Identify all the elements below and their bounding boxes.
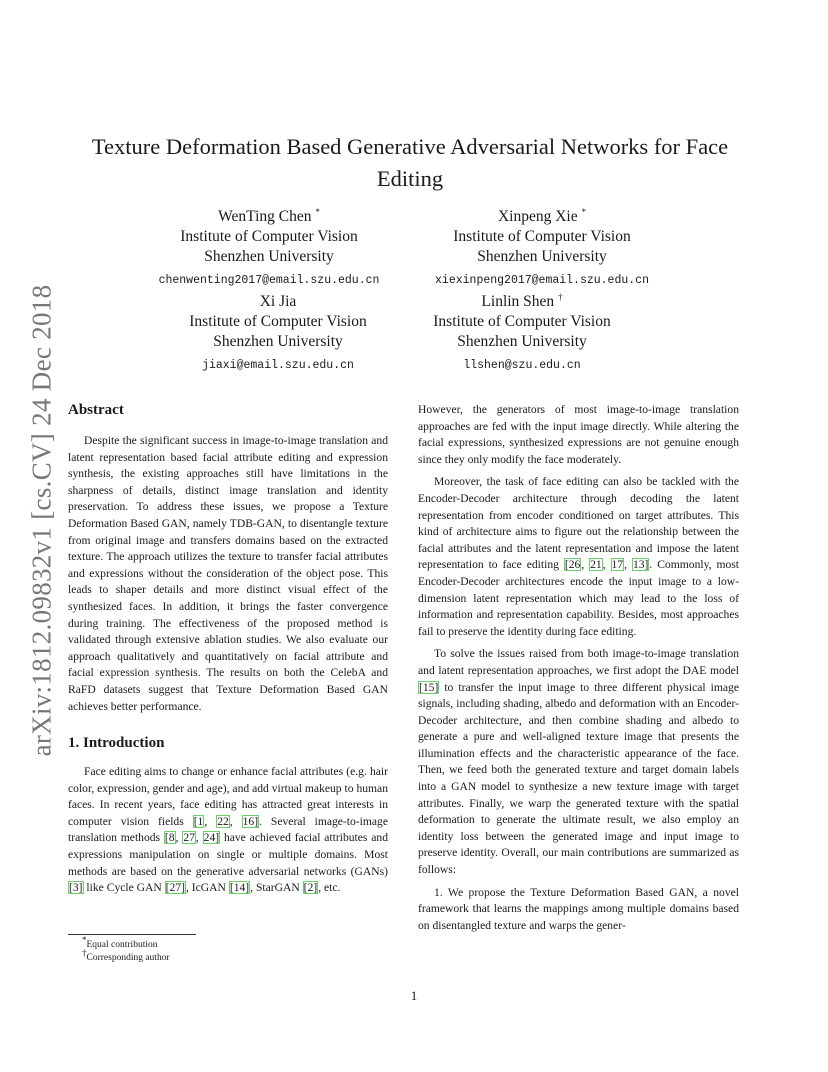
citation-link[interactable]: [26 <box>564 558 581 572</box>
author-name: Xi Jia <box>259 293 297 310</box>
abstract-heading: Abstract <box>68 402 124 418</box>
citation-link[interactable]: [2] <box>303 881 318 895</box>
citation-link[interactable]: [15] <box>419 680 439 694</box>
right-column <box>418 402 739 934</box>
page-number: 1 <box>410 988 418 1003</box>
citation-link[interactable]: [14] <box>229 881 250 895</box>
author-email: llshen@szu.edu.cn <box>463 359 581 372</box>
author-2 <box>402 207 682 291</box>
body-paragraph: However, the generators of most image-to-image translation approaches are fed with the input image directly. While altering the facial expressions, synthesized expressions are not genuine enough since they only modify the face moderately. <box>418 403 739 466</box>
footnote-corresponding-author: †Corresponding author <box>82 947 170 963</box>
abstract-text: Despite the significant success in image-to-image translation and latent representation based facial attribute editing and expression synthesis, the existing approaches still have limitations in the sharpness of details, distinct image translation and identity preservation. To address these issues, we propose a Texture Deformation Based GAN, namely TDB-GAN, to disentangle texture from original image and transfers domains based on the extracted texture. The approach utilizes the texture to transfer facial attributes and expressions without the consideration of the object pose. This leads to shaper details and more distinct visual effect of the synthesized faces. In addition, it brings the faster convergence during training. The effectiveness of the proposed method is validated through extensive ablation studies. We also evaluate our approach qualitatively and quantitatively on facial attribute and facial expression synthesis. The results on both the CelebA and RaFD datasets suggest that Texture Deformation Based GAN achieves better performance. <box>68 434 388 713</box>
author-3 <box>138 292 418 376</box>
citation-link[interactable]: [27] <box>165 881 185 895</box>
author-affiliation: Institute of Computer Vision <box>453 228 631 245</box>
body-paragraph: Moreover, the task of face editing can also be tackled with the Encoder-Decoder architecture through decoding the latent representation from encoder conditioned on target attributes. This kind of architecture aims to figure out the relationship between the facial attributes and the latent representation and impose the latent representation to face editing [26, 21, 17, 13]. Commonly, most Encoder-Decoder architectures encode the input image to a low-dimension latent representation which may lead to the loss of information and representation capability. Besides, most approaches fail to preserve the identity during face editing. <box>418 475 739 638</box>
citation-link[interactable]: 27 <box>183 831 195 845</box>
author-university: Shenzhen University <box>457 333 587 350</box>
footnotes <box>68 934 388 965</box>
author-mark: † <box>558 291 563 302</box>
author-name: WenTing Chen <box>218 208 312 225</box>
author-1 <box>129 207 409 291</box>
author-mark: * <box>581 206 586 217</box>
author-block <box>0 207 828 372</box>
citation-link[interactable]: 13] <box>632 558 649 572</box>
author-affiliation: Institute of Computer Vision <box>433 313 611 330</box>
author-email: xiexinpeng2017@email.szu.edu.cn <box>435 274 649 287</box>
author-name: Xinpeng Xie <box>497 208 578 225</box>
footnote-equal-contribution: *Equal contribution <box>82 934 158 950</box>
author-mark: * <box>315 206 320 217</box>
citation-link[interactable]: [3] <box>69 881 83 895</box>
intro-paragraph: Face editing aims to change or enhance facial attributes (e.g. hair color, expression, gender and age), and add virtual makeup to human faces. In recent years, face editing has attracted great interests in computer vision fields [1, 22, 16]. Several image-to-image translation methods [8, 27, 24] have achieved facial attributes and expressions manipulation on single or multiple domains. Most methods are based on the generative adversarial networks (GANs) [3] like Cycle GAN [27], IcGAN [14], StarGAN [2], etc. <box>68 765 388 895</box>
body-paragraph: To solve the issues raised from both image-to-image translation and latent representation approaches, we first adopt the DAE model [15] to transfer the input image to three different physical image signals, including shading, albedo and deformation with an Encoder-Decoder architecture, and then combine shading and albedo to generate a pure and well-aligned texture image that presents the illumination effects and the characteristic appearance of the face. Then, we feed both the generated texture and target domain labels into a GAN model to synthesize a new texture image with target attributes. Finally, we warp the generated texture with the spatial deformation to generate the ultimate result, we also employ an identity loss between the generated image and input image to preserve identity. Overall, our main contributions are summarized as follows: <box>418 647 739 877</box>
author-affiliation: Institute of Computer Vision <box>180 228 358 245</box>
citation-link[interactable]: 17 <box>611 558 624 572</box>
citation-link[interactable]: 24] <box>203 831 220 845</box>
contribution-item: 1. We propose the Texture Deformation Based GAN, a novel framework that learns the mappings among multiple domains based on disentangled texture and warps the gener- <box>418 885 739 932</box>
paper-title: Texture Deformation Based Generative Adversarial Networks for Face Editing <box>91 134 729 191</box>
author-university: Shenzhen University <box>204 248 334 265</box>
author-email: jiaxi@email.szu.edu.cn <box>202 359 354 372</box>
author-4 <box>382 292 662 376</box>
arxiv-identifier: arXiv:1812.09832v1 [cs.CV] 24 Dec 2018 <box>26 284 57 756</box>
introduction-heading: 1. Introduction <box>68 735 165 752</box>
author-name: Linlin Shen <box>481 293 555 310</box>
citation-link[interactable]: 21 <box>590 558 602 572</box>
author-email: chenwenting2017@email.szu.edu.cn <box>158 274 380 287</box>
author-affiliation: Institute of Computer Vision <box>189 313 367 330</box>
author-university: Shenzhen University <box>477 248 607 265</box>
citation-link[interactable]: [8 <box>164 831 175 845</box>
citation-link[interactable]: 16] <box>242 814 259 828</box>
citation-link[interactable]: 22 <box>217 814 229 828</box>
footnote-rule <box>68 934 196 935</box>
author-university: Shenzhen University <box>213 333 343 350</box>
citation-link[interactable]: [1 <box>193 814 204 828</box>
left-column <box>68 400 388 897</box>
